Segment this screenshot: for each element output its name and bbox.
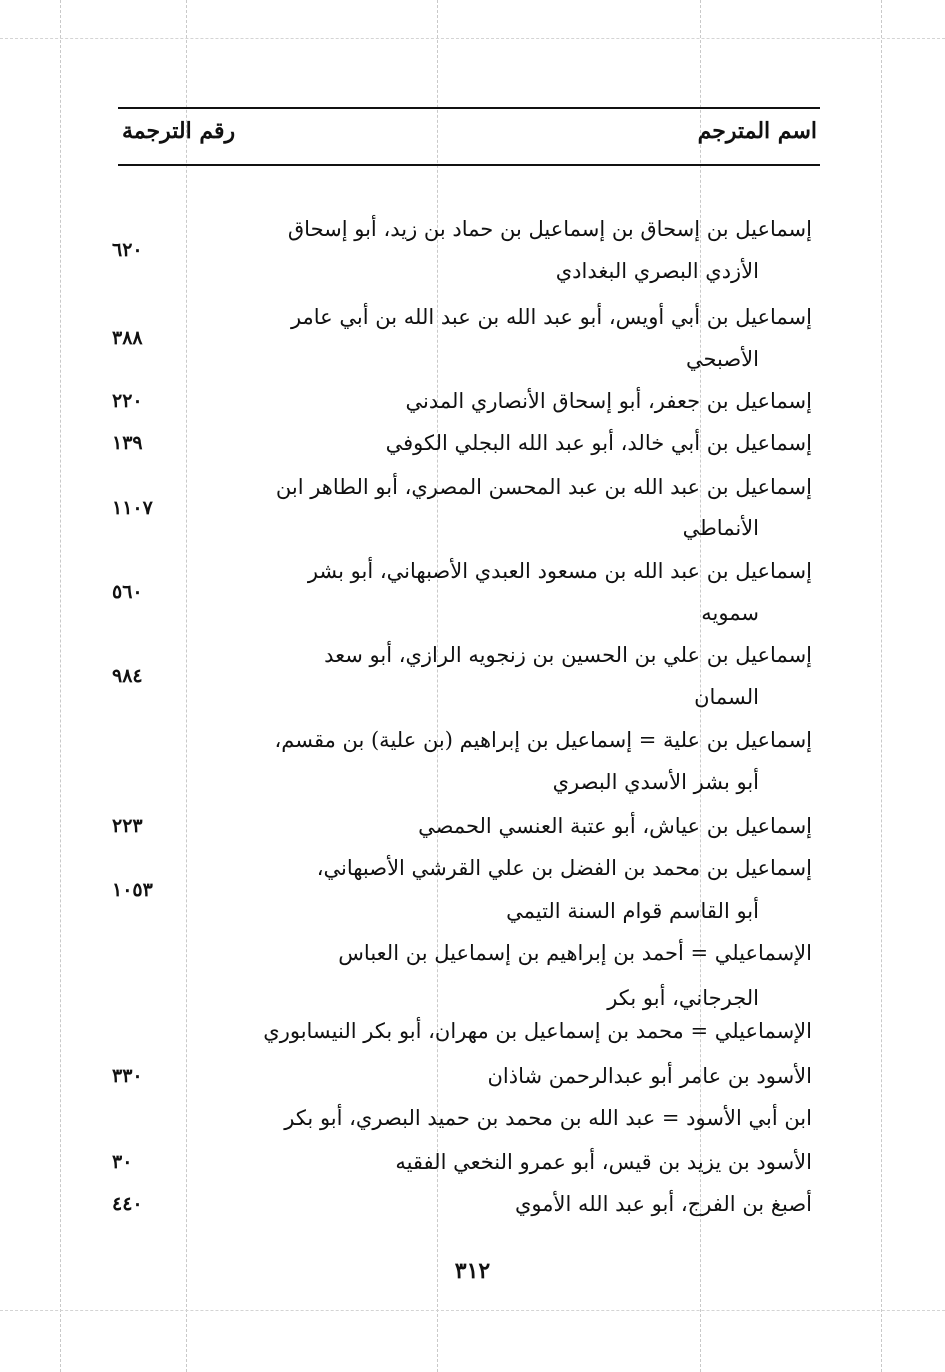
entry-name: إسماعيل بن عياش، أبو عتبة العنسي الحمصي xyxy=(418,814,812,838)
entry-name: إسماعيل بن إسحاق بن إسماعيل بن حماد بن زيد، أبو إسحاق xyxy=(287,217,812,241)
entry-name-continuation: الجرجاني، أبو بكر xyxy=(607,986,759,1010)
scan-guide-line xyxy=(881,0,882,1372)
entry-name: ابن أبي الأسود = عبد الله بن محمد بن حميد البصري، أبو بكر xyxy=(284,1106,812,1130)
entry-number: ٣٠ xyxy=(112,1151,133,1173)
entry-name-continuation: الأزدي البصري البغدادي xyxy=(555,259,759,283)
scan-guide-line xyxy=(0,1310,945,1311)
entry-number: ٣٨٨ xyxy=(112,327,143,349)
entry-name-continuation: السمان xyxy=(694,685,759,709)
entry-name: إسماعيل بن علية = إسماعيل بن إبراهيم (بن علية) بن مقسم، xyxy=(274,728,812,752)
entry-name: إسماعيل بن جعفر، أبو إسحاق الأنصاري المدني xyxy=(405,389,812,413)
scan-guide-line xyxy=(186,0,187,1372)
entry-name-continuation: سمويه xyxy=(701,601,759,625)
name-column-header: اسم المترجم xyxy=(697,118,817,144)
entry-name: الأسود بن عامر أبو عبدالرحمن شاذان xyxy=(487,1064,812,1088)
number-column-header: رقم الترجمة xyxy=(122,118,236,144)
scan-guide-line xyxy=(60,0,61,1372)
entry-number: ٦٢٠ xyxy=(112,239,143,261)
entry-name-continuation: أبو بشر الأسدي البصري xyxy=(552,770,759,794)
entry-number: ٩٨٤ xyxy=(112,665,143,687)
entry-number: ١٠٥٣ xyxy=(112,878,153,901)
entry-number: ٢٢٠ xyxy=(112,390,143,412)
entry-number: ٥٦٠ xyxy=(112,581,143,603)
entry-name: الإسماعيلي = محمد بن إسماعيل بن مهران، أبو بكر النيسابوري xyxy=(263,1019,812,1043)
entry-name: إسماعيل بن عبد الله بن عبد المحسن المصري، أبو الطاهر ابن xyxy=(275,475,812,499)
entry-name-continuation: الأصبحي xyxy=(685,347,759,371)
scan-guide-line xyxy=(0,38,945,39)
page-number: ٣١٢ xyxy=(454,1258,491,1284)
entry-name: الإسماعيلي = أحمد بن إبراهيم بن إسماعيل بن العباس xyxy=(338,941,812,965)
entry-name: إسماعيل بن محمد بن الفضل بن علي القرشي الأصبهاني، xyxy=(316,856,812,880)
entry-number: ١٣٩ xyxy=(112,432,143,454)
entry-name: الأسود بن يزيد بن قيس، أبو عمرو النخعي الفقيه xyxy=(395,1150,812,1174)
entry-name: إسماعيل بن عبد الله بن مسعود العبدي الأصبهاني، أبو بشر xyxy=(307,559,812,583)
entry-number: ١١٠٧ xyxy=(112,496,153,519)
entry-name: إسماعيل بن علي بن الحسين بن زنجويه الرازي، أبو سعد xyxy=(324,643,812,667)
header-bottom-rule xyxy=(118,164,820,166)
entry-name-continuation: أبو القاسم قوام السنة التيمي xyxy=(506,899,759,923)
entry-name-continuation: الأنماطي xyxy=(682,516,759,540)
entry-number: ٤٤٠ xyxy=(112,1193,143,1215)
entry-name: إسماعيل بن أبي خالد، أبو عبد الله البجلي الكوفي xyxy=(385,431,812,455)
entry-name: إسماعيل بن أبي أويس، أبو عبد الله بن عبد الله بن أبي عامر xyxy=(290,305,812,329)
entry-number: ٣٣٠ xyxy=(112,1065,143,1087)
entry-number: ٢٢٣ xyxy=(112,815,143,837)
entry-name: أصبغ بن الفرج، أبو عبد الله الأموي xyxy=(514,1192,812,1216)
header-top-rule xyxy=(118,107,820,109)
